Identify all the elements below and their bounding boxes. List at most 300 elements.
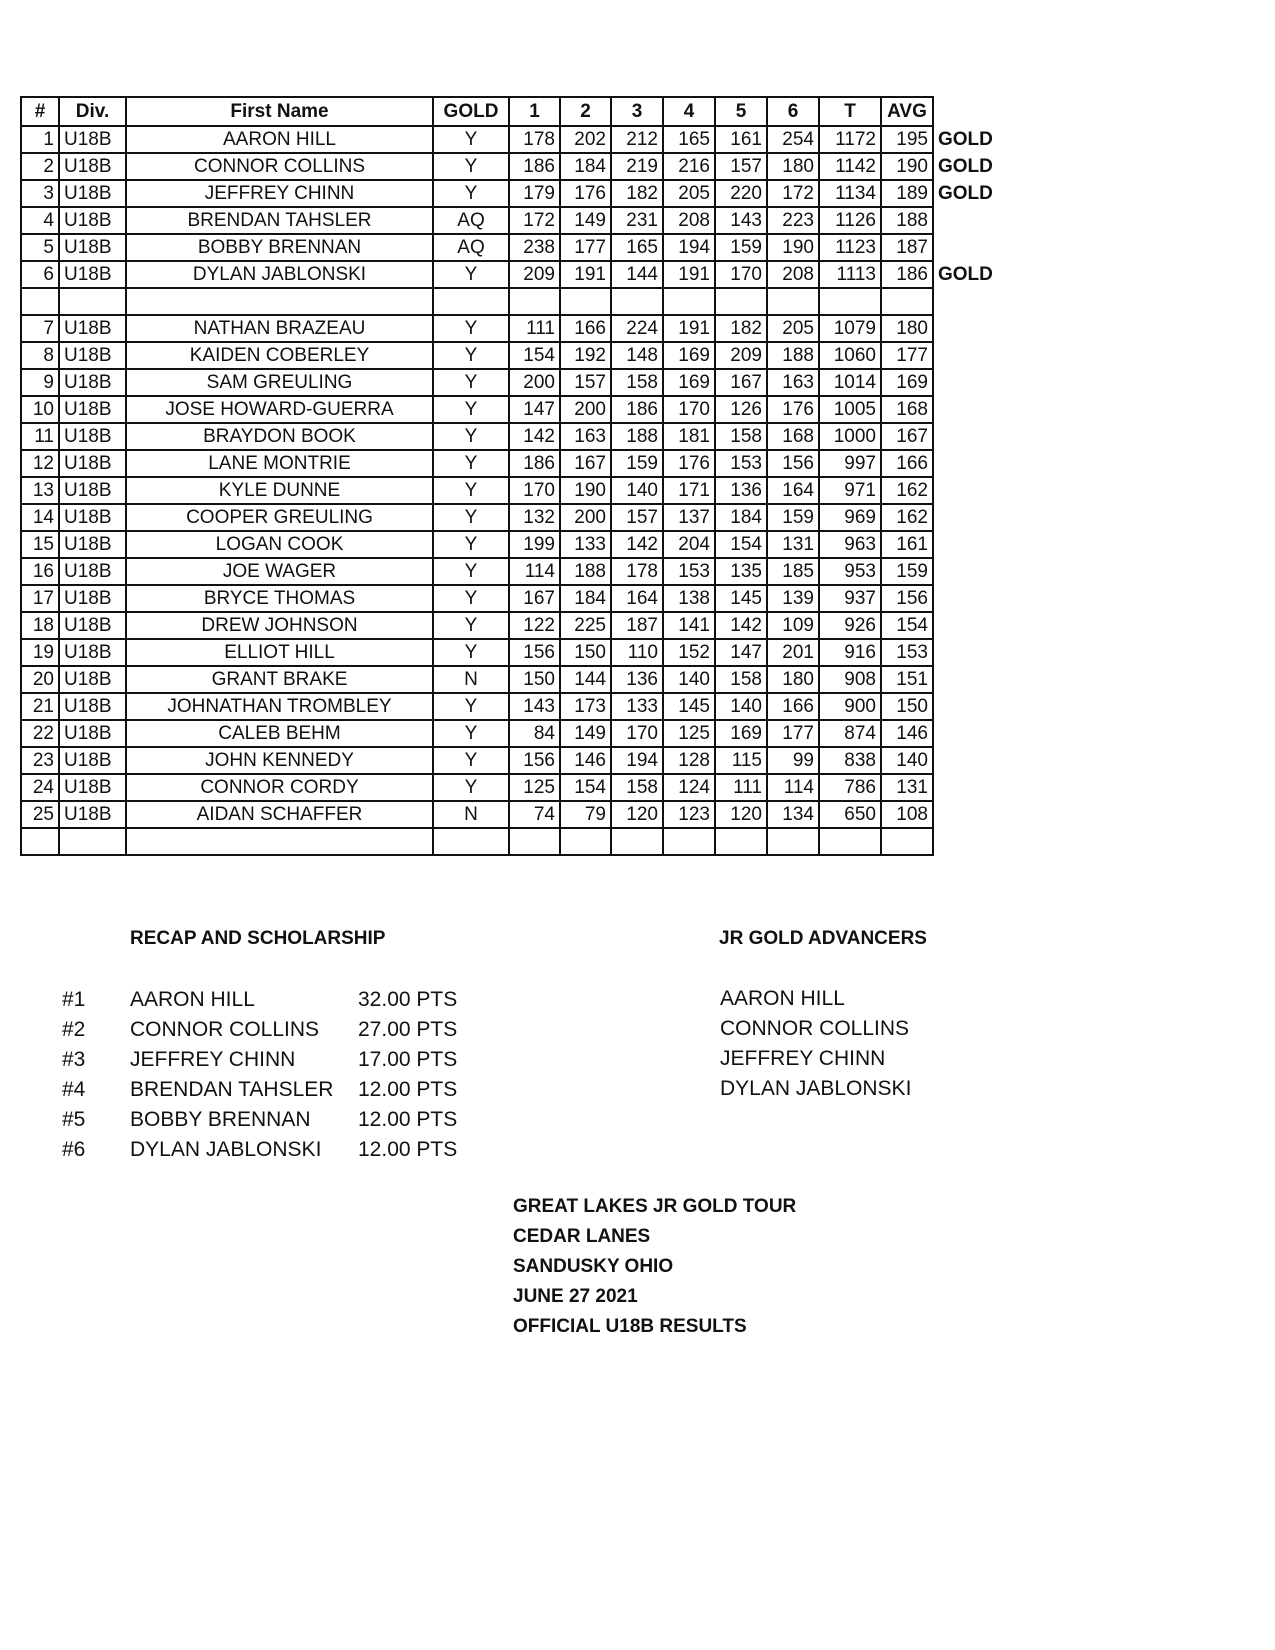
game-1-cell: 156 <box>509 747 560 774</box>
empty-cell <box>560 288 611 315</box>
table-row <box>21 531 998 558</box>
rank-cell: 14 <box>21 504 59 531</box>
bowler-name-cell: JOHNATHAN TROMBLEY <box>126 693 433 720</box>
bowler-name-cell: AIDAN SCHAFFER <box>126 801 433 828</box>
gold-note-cell <box>933 639 998 666</box>
game-2-cell: 166 <box>560 315 611 342</box>
empty-cell <box>767 828 819 855</box>
game-6-cell: 201 <box>767 639 819 666</box>
bowler-name-cell: AARON HILL <box>126 126 433 153</box>
total-cell: 1014 <box>819 369 881 396</box>
division-cell: U18B <box>59 774 126 801</box>
col-header-game-3: 3 <box>611 97 663 126</box>
footer-line: OFFICIAL U18B RESULTS <box>513 1316 747 1337</box>
game-5-cell: 136 <box>715 477 767 504</box>
game-1-cell: 154 <box>509 342 560 369</box>
footer-line: CEDAR LANES <box>513 1226 651 1247</box>
total-cell: 1123 <box>819 234 881 261</box>
game-1-cell: 179 <box>509 180 560 207</box>
game-5-cell: 154 <box>715 531 767 558</box>
game-1-cell: 209 <box>509 261 560 288</box>
game-2-cell: 200 <box>560 504 611 531</box>
division-cell: U18B <box>59 180 126 207</box>
division-cell: U18B <box>59 639 126 666</box>
game-3-cell: 157 <box>611 504 663 531</box>
game-2-cell: 225 <box>560 612 611 639</box>
table-row <box>21 180 998 207</box>
col-header-first-name: First Name <box>126 97 433 126</box>
gold-status-cell: Y <box>433 342 509 369</box>
game-3-cell: 136 <box>611 666 663 693</box>
total-cell: 838 <box>819 747 881 774</box>
game-6-cell: 156 <box>767 450 819 477</box>
bowler-name-cell: LOGAN COOK <box>126 531 433 558</box>
col-header-div: Div. <box>59 97 126 126</box>
gold-note-cell <box>933 234 998 261</box>
game-5-cell: 182 <box>715 315 767 342</box>
game-4-cell: 176 <box>663 450 715 477</box>
empty-cell <box>767 288 819 315</box>
gold-status-cell: Y <box>433 450 509 477</box>
game-5-cell: 170 <box>715 261 767 288</box>
division-cell: U18B <box>59 558 126 585</box>
gold-status-cell: Y <box>433 720 509 747</box>
division-cell: U18B <box>59 153 126 180</box>
game-2-cell: 191 <box>560 261 611 288</box>
game-4-cell: 191 <box>663 261 715 288</box>
gold-status-cell: Y <box>433 693 509 720</box>
table-row <box>21 612 998 639</box>
game-3-cell: 212 <box>611 126 663 153</box>
game-5-cell: 111 <box>715 774 767 801</box>
game-1-cell: 142 <box>509 423 560 450</box>
bowler-name-cell: BRYCE THOMAS <box>126 585 433 612</box>
game-1-cell: 74 <box>509 801 560 828</box>
game-5-cell: 145 <box>715 585 767 612</box>
rank-cell: 2 <box>21 153 59 180</box>
empty-cell <box>663 288 715 315</box>
table-row <box>21 504 998 531</box>
table-row <box>21 801 998 828</box>
game-2-cell: 188 <box>560 558 611 585</box>
game-5-cell: 115 <box>715 747 767 774</box>
game-6-cell: 176 <box>767 396 819 423</box>
game-4-cell: 171 <box>663 477 715 504</box>
recap-points: 12.00 PTS <box>358 1108 458 1131</box>
game-2-cell: 167 <box>560 450 611 477</box>
bowler-name-cell: NATHAN BRAZEAU <box>126 315 433 342</box>
game-1-cell: 186 <box>509 153 560 180</box>
total-cell: 1142 <box>819 153 881 180</box>
results-table-body <box>21 126 998 855</box>
col-header-gold: GOLD <box>433 97 509 126</box>
game-3-cell: 231 <box>611 207 663 234</box>
table-row <box>21 450 998 477</box>
rank-cell: 13 <box>21 477 59 504</box>
total-cell: 937 <box>819 585 881 612</box>
game-2-cell: 190 <box>560 477 611 504</box>
game-6-cell: 139 <box>767 585 819 612</box>
game-6-cell: 172 <box>767 180 819 207</box>
game-4-cell: 152 <box>663 639 715 666</box>
game-4-cell: 145 <box>663 693 715 720</box>
game-1-cell: 111 <box>509 315 560 342</box>
gold-note-cell <box>933 720 998 747</box>
average-cell: 189 <box>881 180 933 207</box>
average-cell: 151 <box>881 666 933 693</box>
gold-status-cell: Y <box>433 315 509 342</box>
game-4-cell: 138 <box>663 585 715 612</box>
empty-cell <box>509 828 560 855</box>
gold-status-cell: N <box>433 801 509 828</box>
game-6-cell: 164 <box>767 477 819 504</box>
gold-status-cell: N <box>433 666 509 693</box>
gold-note-cell <box>933 747 998 774</box>
division-cell: U18B <box>59 423 126 450</box>
game-1-cell: 199 <box>509 531 560 558</box>
game-1-cell: 172 <box>509 207 560 234</box>
recap-points: 27.00 PTS <box>358 1018 458 1041</box>
game-4-cell: 153 <box>663 558 715 585</box>
game-2-cell: 133 <box>560 531 611 558</box>
game-5-cell: 147 <box>715 639 767 666</box>
total-cell: 1000 <box>819 423 881 450</box>
game-4-cell: 191 <box>663 315 715 342</box>
empty-cell <box>560 828 611 855</box>
gold-status-cell: Y <box>433 612 509 639</box>
game-6-cell: 134 <box>767 801 819 828</box>
footer-line: JUNE 27 2021 <box>513 1286 638 1307</box>
total-cell: 916 <box>819 639 881 666</box>
division-cell: U18B <box>59 396 126 423</box>
col-header-game-6: 6 <box>767 97 819 126</box>
bowler-name-cell: JOSE HOWARD-GUERRA <box>126 396 433 423</box>
game-3-cell: 144 <box>611 261 663 288</box>
empty-cell <box>21 828 59 855</box>
division-cell: U18B <box>59 504 126 531</box>
game-6-cell: 190 <box>767 234 819 261</box>
division-cell: U18B <box>59 612 126 639</box>
recap-points: 17.00 PTS <box>358 1048 458 1071</box>
game-1-cell: 114 <box>509 558 560 585</box>
average-cell: 162 <box>881 504 933 531</box>
total-cell: 1005 <box>819 396 881 423</box>
average-cell: 153 <box>881 639 933 666</box>
game-5-cell: 220 <box>715 180 767 207</box>
col-header-total: T <box>819 97 881 126</box>
average-cell: 187 <box>881 234 933 261</box>
average-cell: 169 <box>881 369 933 396</box>
table-row <box>21 774 998 801</box>
col-header-game-2: 2 <box>560 97 611 126</box>
game-1-cell: 238 <box>509 234 560 261</box>
game-3-cell: 188 <box>611 423 663 450</box>
division-cell: U18B <box>59 315 126 342</box>
gold-note-cell <box>933 666 998 693</box>
total-cell: 1126 <box>819 207 881 234</box>
game-1-cell: 84 <box>509 720 560 747</box>
game-6-cell: 114 <box>767 774 819 801</box>
rank-cell: 22 <box>21 720 59 747</box>
average-cell: 167 <box>881 423 933 450</box>
game-2-cell: 173 <box>560 693 611 720</box>
col-header-note <box>933 97 998 126</box>
recap-row <box>0 1105 500 1135</box>
game-5-cell: 158 <box>715 423 767 450</box>
table-row <box>21 639 998 666</box>
game-1-cell: 170 <box>509 477 560 504</box>
col-header-game-5: 5 <box>715 97 767 126</box>
table-row <box>21 585 998 612</box>
game-2-cell: 149 <box>560 720 611 747</box>
rank-cell: 19 <box>21 639 59 666</box>
rank-cell: 24 <box>21 774 59 801</box>
recap-row <box>0 1135 500 1165</box>
gold-note-cell <box>933 369 998 396</box>
bowler-name-cell: DYLAN JABLONSKI <box>126 261 433 288</box>
division-cell: U18B <box>59 369 126 396</box>
division-cell: U18B <box>59 261 126 288</box>
bowler-name-cell: LANE MONTRIE <box>126 450 433 477</box>
advancers-heading: JR GOLD ADVANCERS <box>719 928 927 949</box>
gold-status-cell: Y <box>433 585 509 612</box>
gold-status-cell: Y <box>433 261 509 288</box>
game-2-cell: 144 <box>560 666 611 693</box>
game-4-cell: 205 <box>663 180 715 207</box>
game-4-cell: 181 <box>663 423 715 450</box>
bowler-name-cell: GRANT BRAKE <box>126 666 433 693</box>
bowler-name-cell: CONNOR COLLINS <box>126 153 433 180</box>
gold-note-cell <box>933 396 998 423</box>
rank-cell: 9 <box>21 369 59 396</box>
empty-cell <box>611 828 663 855</box>
gold-status-cell: Y <box>433 396 509 423</box>
gold-note-cell <box>933 504 998 531</box>
game-2-cell: 79 <box>560 801 611 828</box>
average-cell: 159 <box>881 558 933 585</box>
bowler-name-cell: ELLIOT HILL <box>126 639 433 666</box>
game-6-cell: 205 <box>767 315 819 342</box>
game-2-cell: 157 <box>560 369 611 396</box>
rank-cell: 20 <box>21 666 59 693</box>
game-6-cell: 188 <box>767 342 819 369</box>
game-4-cell: 165 <box>663 126 715 153</box>
division-cell: U18B <box>59 720 126 747</box>
table-row <box>21 396 998 423</box>
gold-status-cell: Y <box>433 477 509 504</box>
game-2-cell: 176 <box>560 180 611 207</box>
game-2-cell: 177 <box>560 234 611 261</box>
gold-note-cell <box>933 585 998 612</box>
game-5-cell: 135 <box>715 558 767 585</box>
gold-status-cell: Y <box>433 126 509 153</box>
bowler-name-cell: JOE WAGER <box>126 558 433 585</box>
game-1-cell: 186 <box>509 450 560 477</box>
game-1-cell: 156 <box>509 639 560 666</box>
division-cell: U18B <box>59 747 126 774</box>
game-2-cell: 149 <box>560 207 611 234</box>
game-4-cell: 194 <box>663 234 715 261</box>
rank-cell: 6 <box>21 261 59 288</box>
game-2-cell: 150 <box>560 639 611 666</box>
total-cell: 963 <box>819 531 881 558</box>
gold-status-cell: Y <box>433 153 509 180</box>
game-6-cell: 208 <box>767 261 819 288</box>
gold-status-cell: Y <box>433 423 509 450</box>
gold-note-cell <box>933 774 998 801</box>
col-header-num: # <box>21 97 59 126</box>
game-3-cell: 219 <box>611 153 663 180</box>
empty-cell <box>611 288 663 315</box>
game-5-cell: 184 <box>715 504 767 531</box>
gold-status-cell: Y <box>433 180 509 207</box>
game-5-cell: 158 <box>715 666 767 693</box>
blank-row <box>21 288 998 315</box>
gold-note-cell <box>933 315 998 342</box>
game-1-cell: 150 <box>509 666 560 693</box>
gold-note-cell <box>933 531 998 558</box>
gold-status-cell: Y <box>433 504 509 531</box>
gold-note-cell: GOLD <box>938 264 993 285</box>
col-header-game-4: 4 <box>663 97 715 126</box>
game-4-cell: 141 <box>663 612 715 639</box>
game-6-cell: 163 <box>767 369 819 396</box>
gold-status-cell: Y <box>433 558 509 585</box>
game-6-cell: 131 <box>767 531 819 558</box>
header-row <box>21 97 998 126</box>
bowler-name-cell: BRAYDON BOOK <box>126 423 433 450</box>
game-4-cell: 169 <box>663 342 715 369</box>
gold-status-cell: Y <box>433 369 509 396</box>
rank-cell: 18 <box>21 612 59 639</box>
gold-note-cell: GOLD <box>938 129 993 150</box>
total-cell: 1134 <box>819 180 881 207</box>
rank-cell: 8 <box>21 342 59 369</box>
game-3-cell: 187 <box>611 612 663 639</box>
division-cell: U18B <box>59 585 126 612</box>
recap-name: BRENDAN TAHSLER <box>130 1078 334 1101</box>
recap-name: CONNOR COLLINS <box>130 1018 320 1041</box>
rank-cell: 1 <box>21 126 59 153</box>
recap-rank: #2 <box>62 1018 86 1041</box>
average-cell: 195 <box>881 126 933 153</box>
results-table <box>20 96 999 856</box>
bowler-name-cell: JEFFREY CHINN <box>126 180 433 207</box>
game-3-cell: 178 <box>611 558 663 585</box>
table-row <box>21 558 998 585</box>
gold-status-cell: AQ <box>433 207 509 234</box>
total-cell: 997 <box>819 450 881 477</box>
recap-heading: RECAP AND SCHOLARSHIP <box>130 928 386 949</box>
empty-cell <box>59 828 126 855</box>
bowler-name-cell: KAIDEN COBERLEY <box>126 342 433 369</box>
empty-cell <box>933 828 998 855</box>
gold-note-cell <box>933 612 998 639</box>
division-cell: U18B <box>59 450 126 477</box>
total-cell: 1172 <box>819 126 881 153</box>
gold-note-cell <box>933 423 998 450</box>
game-1-cell: 147 <box>509 396 560 423</box>
rank-cell: 4 <box>21 207 59 234</box>
gold-note-cell <box>933 450 998 477</box>
game-1-cell: 200 <box>509 369 560 396</box>
bowler-name-cell: DREW JOHNSON <box>126 612 433 639</box>
rank-cell: 11 <box>21 423 59 450</box>
game-1-cell: 125 <box>509 774 560 801</box>
col-header-game-1: 1 <box>509 97 560 126</box>
game-6-cell: 159 <box>767 504 819 531</box>
average-cell: 162 <box>881 477 933 504</box>
game-5-cell: 142 <box>715 612 767 639</box>
table-row <box>21 153 998 180</box>
game-6-cell: 180 <box>767 153 819 180</box>
footer-line: GREAT LAKES JR GOLD TOUR <box>513 1196 797 1217</box>
division-cell: U18B <box>59 207 126 234</box>
average-cell: 168 <box>881 396 933 423</box>
division-cell: U18B <box>59 801 126 828</box>
average-cell: 186 <box>881 261 933 288</box>
average-cell: 140 <box>881 747 933 774</box>
gold-note-cell <box>933 207 998 234</box>
empty-cell <box>59 288 126 315</box>
gold-status-cell: Y <box>433 531 509 558</box>
recap-row <box>0 985 500 1015</box>
rank-cell: 23 <box>21 747 59 774</box>
advancer-name: DYLAN JABLONSKI <box>720 1077 912 1100</box>
recap-row <box>0 1075 500 1105</box>
gold-status-cell: Y <box>433 639 509 666</box>
empty-cell <box>881 828 933 855</box>
game-2-cell: 146 <box>560 747 611 774</box>
empty-cell <box>715 828 767 855</box>
division-cell: U18B <box>59 666 126 693</box>
game-6-cell: 166 <box>767 693 819 720</box>
average-cell: 150 <box>881 693 933 720</box>
game-1-cell: 132 <box>509 504 560 531</box>
total-cell: 953 <box>819 558 881 585</box>
table-row <box>21 720 998 747</box>
col-header-avg: AVG <box>881 97 933 126</box>
game-2-cell: 200 <box>560 396 611 423</box>
recap-rank: #1 <box>62 988 86 1011</box>
gold-note-cell <box>933 342 998 369</box>
average-cell: 166 <box>881 450 933 477</box>
total-cell: 874 <box>819 720 881 747</box>
advancer-name: CONNOR COLLINS <box>720 1017 910 1040</box>
table-row <box>21 666 998 693</box>
game-1-cell: 143 <box>509 693 560 720</box>
table-row <box>21 207 998 234</box>
game-6-cell: 223 <box>767 207 819 234</box>
gold-note-cell <box>933 693 998 720</box>
game-3-cell: 110 <box>611 639 663 666</box>
table-row <box>21 477 998 504</box>
bowler-name-cell: CONNOR CORDY <box>126 774 433 801</box>
bowler-name-cell: KYLE DUNNE <box>126 477 433 504</box>
average-cell: 156 <box>881 585 933 612</box>
blank-row <box>21 828 998 855</box>
total-cell: 971 <box>819 477 881 504</box>
total-cell: 1079 <box>819 315 881 342</box>
game-6-cell: 180 <box>767 666 819 693</box>
division-cell: U18B <box>59 234 126 261</box>
game-5-cell: 140 <box>715 693 767 720</box>
gold-status-cell: Y <box>433 747 509 774</box>
table-row <box>21 234 998 261</box>
game-2-cell: 184 <box>560 585 611 612</box>
game-5-cell: 159 <box>715 234 767 261</box>
recap-row <box>0 1045 500 1075</box>
